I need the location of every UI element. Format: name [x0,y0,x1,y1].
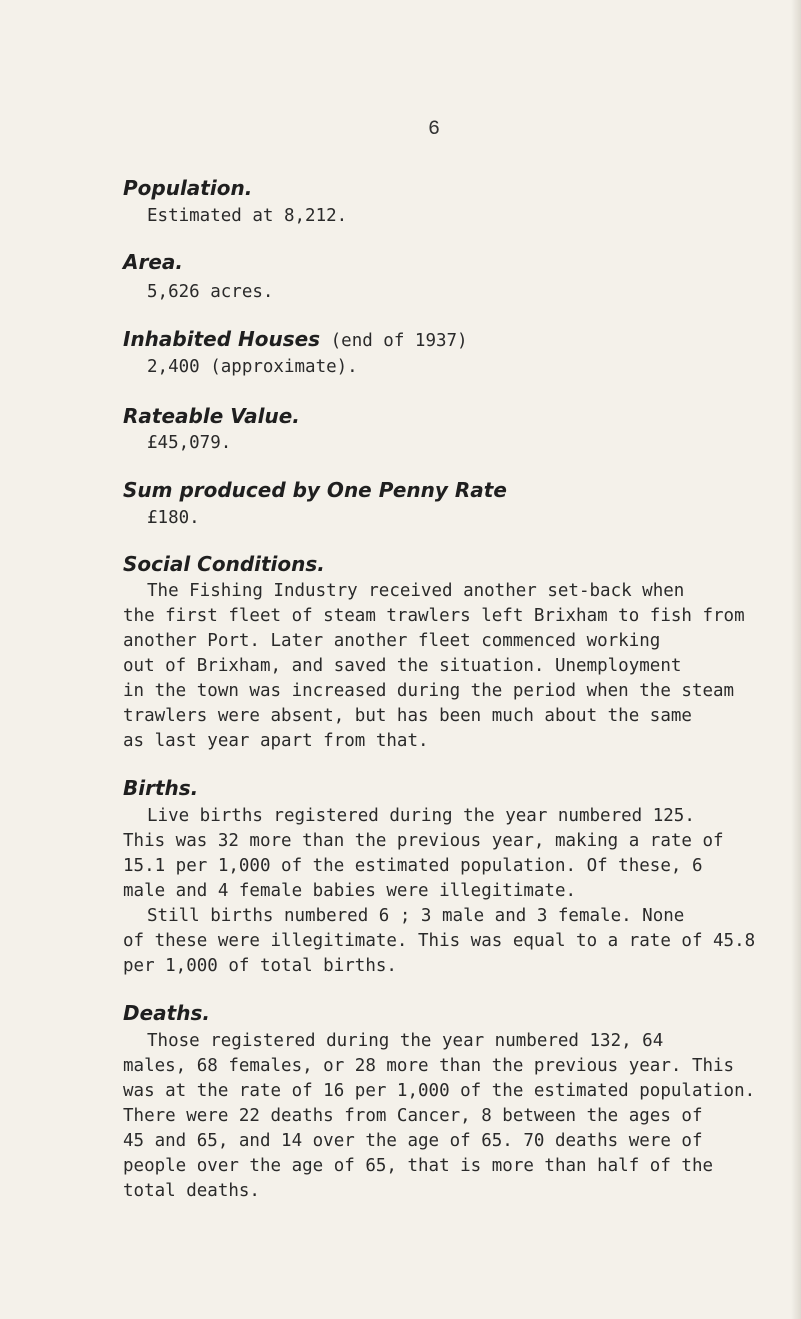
page-edge-shadow [791,0,801,1319]
inhabited-houses-heading-suffix: (end of 1937) [320,331,468,351]
area-value: 5,626 acres. [147,282,274,302]
births-line: 15.1 per 1,000 of the estimated population. Of these, 6 [123,856,703,876]
inhabited-houses-heading-text: Inhabited Houses [123,327,321,351]
social-conditions-line: out of Brixham, and saved the situation. Unemployment [123,656,682,676]
deaths-line: people over the age of 65, that is more than half of the [123,1156,714,1176]
social-conditions-line: trawlers were absent, but has been much about the same [123,706,692,726]
births-line: This was 32 more than the previous year, making a rate of [123,831,724,851]
penny-rate-value: £180. [147,508,200,528]
deaths-heading: Deaths. [123,1001,210,1025]
area-heading: Area. [123,250,183,274]
social-conditions-line: another Port. Later another fleet commenced working [123,631,661,651]
births-line: Live births registered during the year numbered 125. [147,806,695,826]
deaths-line: males, 68 females, or 28 more than the previous year. This [123,1056,735,1076]
still-births-line: per 1,000 of total births. [123,956,397,976]
social-conditions-line: in the town was increased during the period when the steam [123,681,735,701]
deaths-line: There were 22 deaths from Cancer, 8 between the ages of [123,1106,703,1126]
deaths-line: Those registered during the year numbered 132, 64 [147,1031,664,1051]
population-value: Estimated at 8,212. [147,206,348,226]
penny-rate-heading: Sum produced by One Penny Rate [123,478,507,502]
still-births-line: Still births numbered 6 ; 3 male and 3 female. None [147,906,685,926]
inhabited-houses-value: 2,400 (approximate). [147,357,358,377]
rateable-value-heading: Rateable Value. [123,404,300,428]
social-conditions-line: The Fishing Industry received another set-back when [147,581,685,601]
social-conditions-line: the first fleet of steam trawlers left Brixham to fish from [123,606,745,626]
deaths-line: total deaths. [123,1181,260,1201]
inhabited-houses-heading [123,327,468,351]
births-heading: Births. [123,776,199,800]
deaths-line: 45 and 65, and 14 over the age of 65. 70 deaths were of [123,1131,703,1151]
population-heading: Population. [123,176,253,200]
still-births-line: of these were illegitimate. This was equal to a rate of 45.8 [123,931,756,951]
social-conditions-heading: Social Conditions. [123,552,325,576]
births-line: male and 4 female babies were illegitimate. [123,881,577,901]
rateable-value-value: £45,079. [147,433,232,453]
social-conditions-line: as last year apart from that. [123,731,429,751]
deaths-line: was at the rate of 16 per 1,000 of the estimated population. [123,1081,756,1101]
page-number: 6 [428,118,441,141]
